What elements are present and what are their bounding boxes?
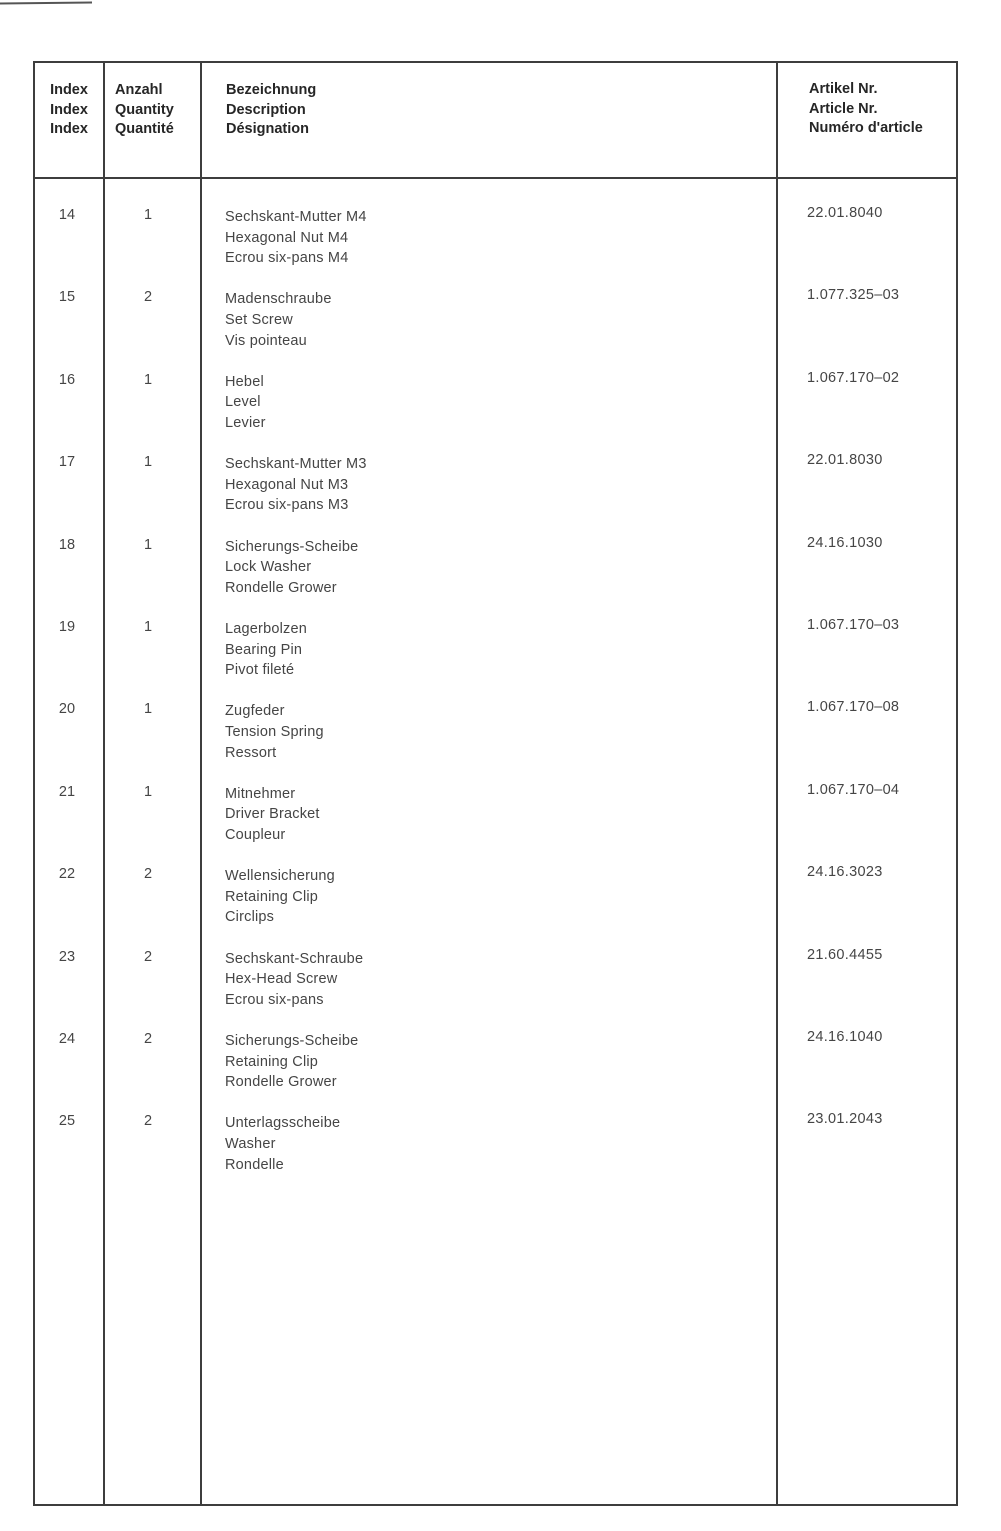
description-en: Retaining Clip: [225, 1053, 319, 1070]
table-row: [35, 866, 956, 948]
header-article-fr: Numéro d'article: [809, 120, 923, 136]
row-description: [225, 866, 335, 928]
row-article-number: 24.16.1040: [807, 1029, 883, 1045]
description-fr: Circlips: [225, 909, 275, 926]
row-description: [225, 701, 324, 763]
description-en: Hex-Head Screw: [225, 971, 338, 988]
row-description: [225, 207, 367, 269]
row-description: [225, 1031, 358, 1093]
row-index: 23: [58, 948, 76, 965]
header-index-en: Index: [50, 101, 88, 118]
table-row: [35, 946, 956, 1031]
table-row: [35, 1113, 956, 1195]
row-description: [225, 784, 320, 846]
row-index: 25: [58, 1113, 76, 1130]
row-quantity: 1: [143, 619, 153, 635]
description-de: Sechskant-Mutter M3: [225, 456, 367, 473]
description-fr: Rondelle: [225, 1156, 284, 1173]
row-index: 21: [58, 783, 76, 800]
row-quantity: 1: [143, 454, 153, 471]
header-divider: [35, 177, 956, 179]
header-description-en: Description: [226, 101, 306, 118]
row-description: [225, 1113, 340, 1175]
description-de: Wellensicherung: [225, 868, 335, 885]
description-fr: Rondelle Grower: [225, 579, 337, 596]
description-de: Unterlagsscheibe: [225, 1115, 341, 1132]
row-article-number: 23.01.2043: [807, 1111, 883, 1128]
row-quantity: 2: [143, 1113, 153, 1130]
row-quantity: 1: [143, 207, 153, 223]
description-en: Retaining Clip: [225, 888, 319, 905]
header-quantity-fr: Quantité: [115, 121, 174, 137]
table-row: [35, 289, 956, 371]
table-row: [35, 701, 956, 783]
row-article-number: 1.067.170–08: [807, 699, 900, 716]
description-de: Mitnehmer: [225, 785, 296, 802]
row-index: 17: [58, 454, 76, 471]
description-en: Bearing Pin: [225, 641, 303, 658]
description-en: Hexagonal Nut M3: [225, 476, 349, 493]
header-article-de: Artikel Nr.: [809, 81, 878, 97]
description-en: Lock Washer: [225, 559, 312, 576]
header-description-de: Bezeichnung: [226, 82, 317, 98]
row-quantity: 2: [143, 866, 153, 883]
header-quantity-en: Quantity: [115, 101, 174, 118]
row-description: [225, 619, 307, 681]
row-article-number: 1.067.170–04: [807, 781, 900, 798]
table-row: [35, 454, 956, 536]
description-fr: Levier: [225, 414, 266, 431]
row-quantity: 1: [143, 783, 153, 800]
header-description: [226, 81, 316, 140]
description-fr: Ecrou six-pans M4: [225, 250, 349, 267]
row-article-number: 24.16.1030: [807, 534, 883, 551]
header-article: [809, 80, 923, 139]
row-index: 16: [58, 371, 76, 388]
header-article-en: Article Nr.: [809, 100, 878, 117]
row-article-number: 22.01.8030: [807, 452, 883, 469]
header-index-fr: Index: [50, 121, 88, 137]
row-description: [225, 537, 358, 599]
row-article-number: 1.067.170–02: [807, 369, 900, 386]
description-fr: Pivot fileté: [225, 662, 295, 679]
row-index: 22: [58, 866, 76, 883]
table-row: [35, 369, 956, 454]
row-article-number: 1.067.170–03: [807, 617, 900, 633]
row-quantity: 2: [143, 948, 153, 965]
description-de: Sechskant-Mutter M4: [225, 209, 367, 225]
table-row: [35, 1031, 956, 1113]
description-de: Madenschraube: [225, 291, 332, 308]
row-description: [225, 949, 363, 1011]
description-de: Hebel: [225, 373, 264, 390]
row-article-number: 1.077.325–03: [807, 287, 900, 304]
table-row: [35, 619, 956, 701]
header-description-fr: Désignation: [226, 121, 309, 137]
row-quantity: 2: [143, 1031, 153, 1047]
description-en: Level: [225, 394, 261, 411]
description-fr: Vis pointeau: [225, 332, 307, 349]
table-row: [35, 781, 956, 866]
row-index: 24: [58, 1031, 76, 1047]
corner-mark: [0, 2, 92, 5]
description-de: Sicherungs-Scheibe: [225, 538, 359, 555]
description-en: Tension Spring: [225, 723, 324, 740]
row-article-number: 22.01.8040: [807, 205, 883, 221]
description-fr: Ressort: [225, 744, 277, 761]
row-quantity: 1: [143, 536, 153, 553]
row-index: 20: [58, 701, 76, 718]
table-row: [35, 207, 956, 289]
description-de: Sicherungs-Scheibe: [225, 1033, 359, 1049]
row-quantity: 2: [143, 289, 153, 306]
row-index: 14: [58, 207, 76, 223]
description-de: Lagerbolzen: [225, 621, 308, 637]
header-index-de: Index: [50, 82, 88, 98]
description-en: Driver Bracket: [225, 806, 320, 823]
description-en: Washer: [225, 1135, 276, 1152]
header-quantity-de: Anzahl: [115, 82, 163, 98]
row-description: [225, 289, 332, 351]
row-index: 15: [58, 289, 76, 306]
row-description: [225, 454, 367, 516]
parts-list-table: [33, 61, 958, 1506]
row-quantity: 1: [143, 701, 153, 718]
row-index: 18: [58, 536, 76, 553]
header-quantity: [115, 81, 174, 140]
row-index: 19: [58, 619, 76, 635]
description-fr: Coupleur: [225, 826, 286, 843]
row-quantity: 1: [143, 371, 153, 388]
description-en: Set Screw: [225, 311, 293, 328]
description-fr: Rondelle Grower: [225, 1074, 337, 1091]
description-de: Zugfeder: [225, 703, 285, 720]
row-article-number: 21.60.4455: [807, 946, 883, 963]
description-de: Sechskant-Schraube: [225, 950, 364, 967]
table-row: [35, 534, 956, 619]
row-article-number: 24.16.3023: [807, 864, 883, 881]
description-fr: Ecrou six-pans: [225, 991, 324, 1008]
description-en: Hexagonal Nut M4: [225, 229, 349, 246]
row-description: [225, 372, 266, 434]
description-fr: Ecrou six-pans M3: [225, 497, 349, 514]
header-index: [35, 81, 103, 140]
